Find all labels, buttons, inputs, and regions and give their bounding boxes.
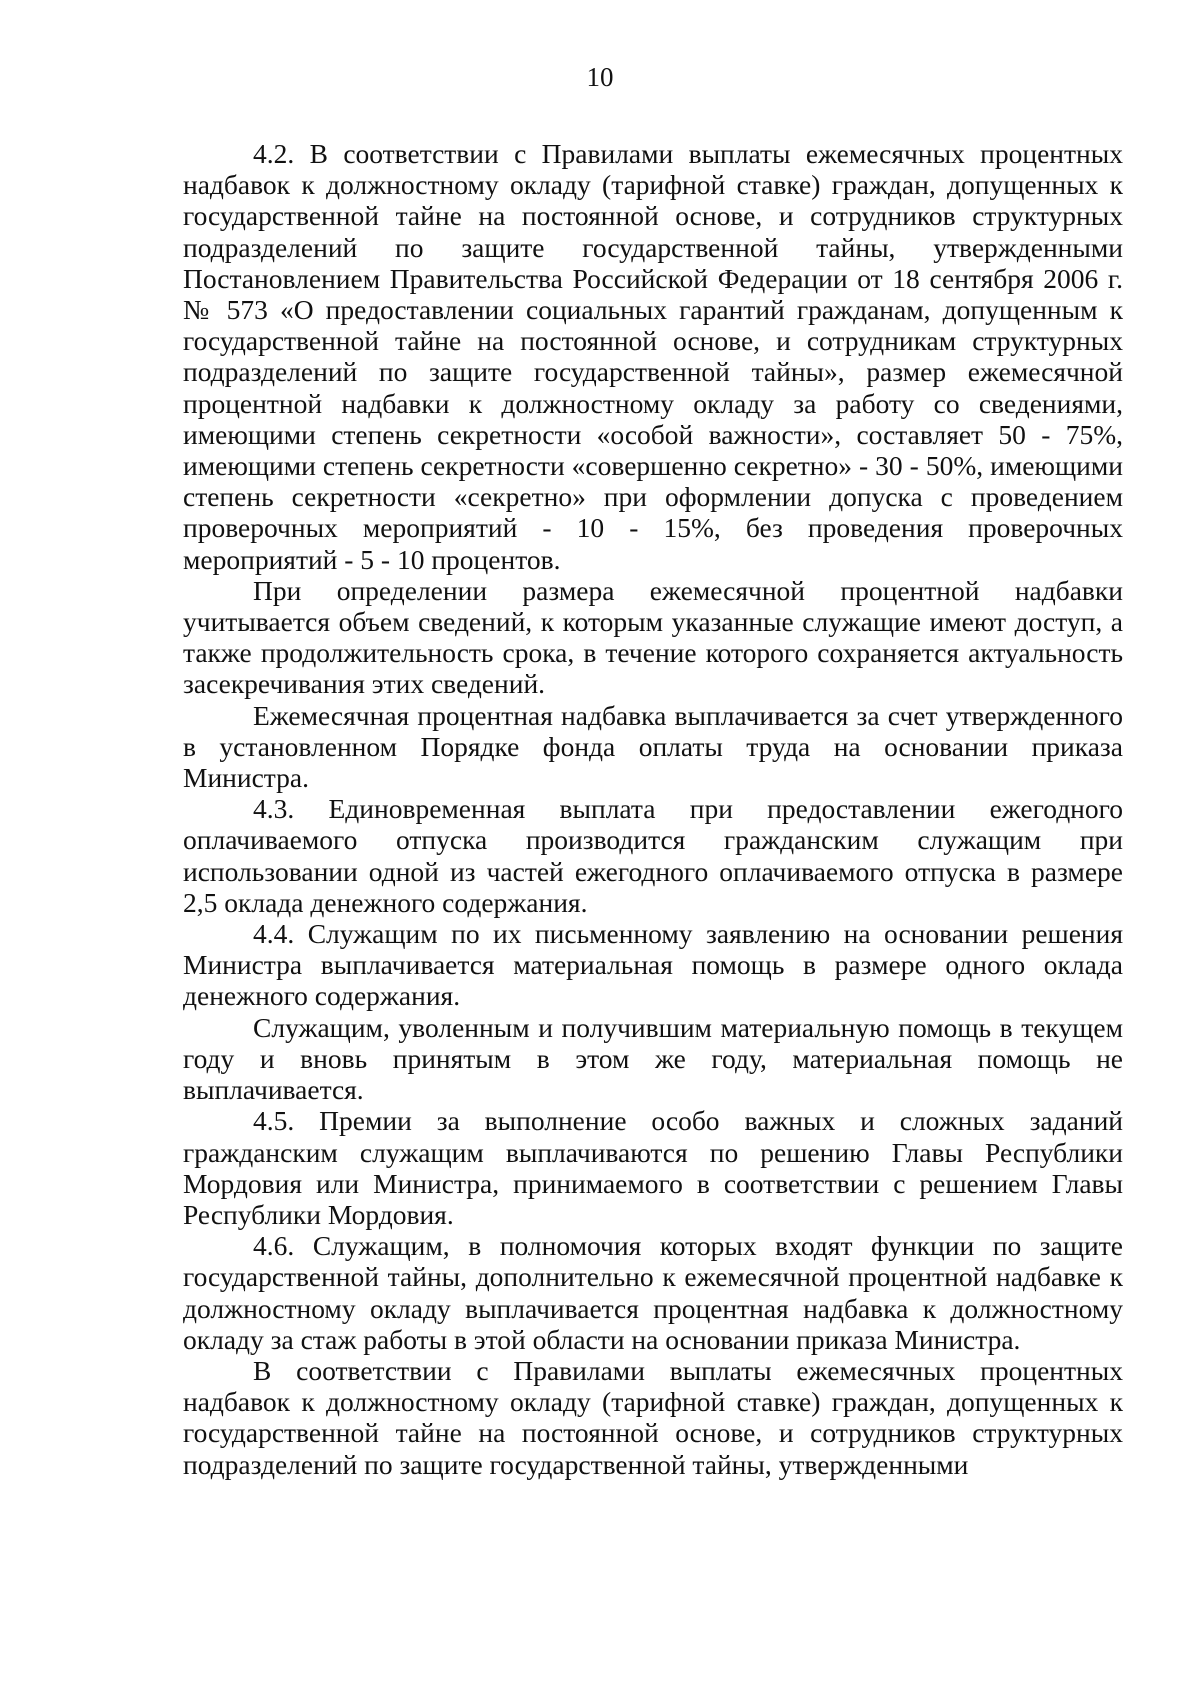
paragraph-4-4: 4.4. Служащим по их письменному заявлению на основании решения Министра выплачивается материальная помощь в размере одного оклада денежного содержания. (183, 918, 1123, 1012)
paragraph-4-5: 4.5. Премии за выполнение особо важных и сложных заданий гражданским служащим выплачиваются по решению Главы Республики Мордовия или Министра, принимаемого в соответствии с решением Главы Республики Мордовия. (183, 1105, 1123, 1230)
document-body (183, 138, 1123, 1480)
paragraph-4-3: 4.3. Единовременная выплата при предоставлении ежегодного оплачиваемого отпуска производится гражданским служащим при использовании одной из частей ежегодного оплачиваемого отпуска в размере 2,5 оклада денежного содержания. (183, 793, 1123, 918)
paragraph-material-aid-exception: Служащим, уволенным и получившим материальную помощь в текущем году и вновь принятым в этом же году, материальная помощь не выплачивается. (183, 1011, 1123, 1106)
paragraph-rules-continuation: В соответствии с Правилами выплаты ежемесячных процентных надбавок к должностному окладу (тарифной ставке) граждан, допущенных к государственной тайне на постоянной основе, и сотрудников структурных подразделений по защите государственной тайны, утвержденными (183, 1354, 1123, 1480)
page-number: 10 (586, 62, 614, 92)
paragraph-4-2: 4.2. В соответствии с Правилами выплаты ежемесячных процентных надбавок к должностному окладу (тарифной ставке) граждан, допущенных к государственной тайне на постоянной основе, и сотрудников структурных подразделений по защите государственной тайны, утвержденными Постановлением Правительства Российской Федерации от 18 сентября 2006 г. № 573 «О предоставлении социальных гарантий гражданам, допущенным к государственной тайне на постоянной основе, и сотрудникам структурных подразделений по защите государственной тайны», размер ежемесячной процентной надбавки к должностному окладу за работу со сведениями, имеющими степень секретности «особой важности», составляет 50 - 75%, имеющими степень секретности «совершенно секретно» - 30 - 50%, имеющими степень секретности «секретно» при оформлении допуска с проведением проверочных мероприятий - 10 - 15%, без проведения проверочных мероприятий - 5 - 10 процентов. (183, 138, 1123, 575)
paragraph-allowance-determination: При определении размера ежемесячной процентной надбавки учитывается объем сведений, к которым указанные служащие имеют доступ, а также продолжительность срока, в течение которого сохраняется актуальность засекречивания этих сведений. (183, 574, 1123, 700)
paragraph-allowance-payment: Ежемесячная процентная надбавка выплачивается за счет утвержденного в установленном Порядке фонда оплаты труда на основании приказа Министра. (183, 699, 1123, 794)
paragraph-4-6: 4.6. Служащим, в полномочия которых входят функции по защите государственной тайны, дополнительно к ежемесячной процентной надбавке к должностному окладу выплачивается процентная надбавка к должностному окладу за стаж работы в этой области на основании приказа Министра. (183, 1230, 1123, 1355)
